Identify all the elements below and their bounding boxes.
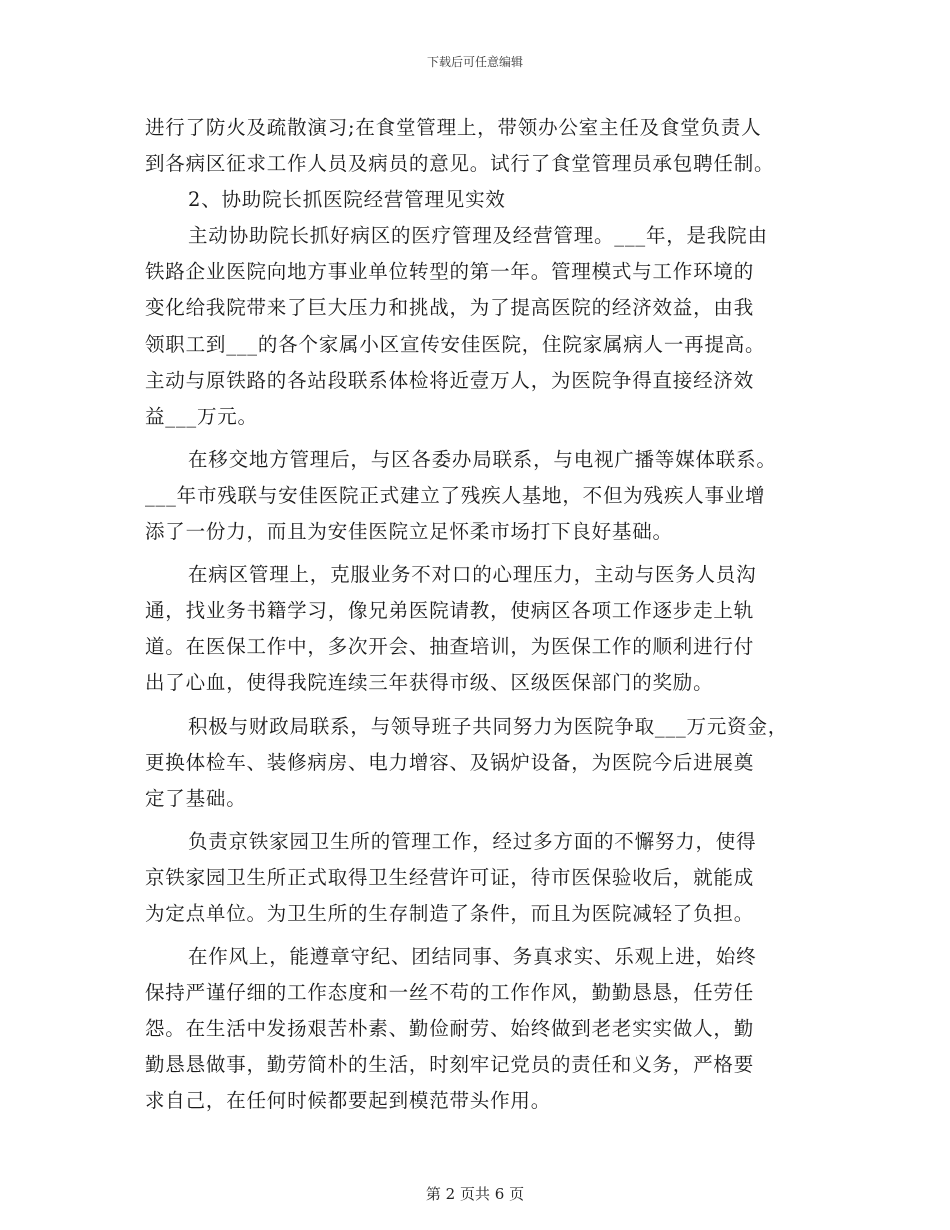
text-line: 进行了防火及疏散演习;在食堂管理上，带领办公室主任及食堂负责人 bbox=[145, 116, 762, 139]
text-line: 在作风上，能遵章守纪、团结同事、务真求实、乐观上进，始终 bbox=[188, 945, 757, 969]
text-line: 到各病区征求工作人员及病员的意见。试行了食堂管理员承包聘任制。 bbox=[145, 152, 775, 176]
text-line: 求自己，在任何时候都要起到模范带头作用。 bbox=[145, 1089, 552, 1113]
text-line: 更换体检车、装修病房、电力增容、及锅炉设备，为医院今后进展奠 bbox=[145, 750, 755, 774]
text-line: 变化给我院带来了巨大压力和挑战，为了提高医院的经济效益，由我 bbox=[145, 296, 755, 320]
text-line: 勤恳恳做事，勤劳简朴的生活，时刻牢记党员的责任和义务，严格要 bbox=[145, 1053, 755, 1077]
text-line: 怨。在生活中发扬艰苦朴素、勤俭耐劳、始终做到老老实实做人，勤 bbox=[145, 1017, 755, 1041]
text-line: 在移交地方管理后，与区各委办局联系，与电视广播等媒体联系。 bbox=[188, 447, 777, 471]
text-line: 为定点单位。为卫生所的生存制造了条件，而且为医院减轻了负担。 bbox=[145, 901, 755, 925]
text-line: 益___万元。 bbox=[145, 404, 258, 428]
page-footer: 第 2 页共 6 页 bbox=[425, 1185, 525, 1203]
text-line: 定了基础。 bbox=[145, 786, 247, 810]
text-line: 铁路企业医院向地方事业单位转型的第一年。管理模式与工作环境的 bbox=[145, 260, 755, 284]
text-line: 添了一份力，而且为安佳医院立足怀柔市场打下良好基础。 bbox=[145, 520, 673, 544]
text-line: 2、协助院长抓医院经营管理见实效 bbox=[188, 188, 506, 212]
document-body bbox=[145, 110, 825, 1120]
text-line: 主动协助院长抓好病区的医疗管理及经营管理。___年，是我院由 bbox=[188, 224, 768, 248]
text-line: 在病区管理上，克服业务不对口的心理压力，主动与医务人员沟 bbox=[188, 563, 757, 587]
text-line: 积极与财政局联系，与领导班子共同努力为医院争取___万元资金， bbox=[188, 714, 789, 738]
text-line: 领职工到___的各个家属小区宣传安佳医院，住院家属病人一再提高。 bbox=[145, 332, 766, 356]
text-line: 主动与原铁路的各站段联系体检将近壹万人，为医院争得直接经济效 bbox=[145, 368, 755, 392]
text-line: 道。在医保工作中，多次开会、抽查培训，为医保工作的顺利进行付 bbox=[145, 635, 755, 659]
text-line: 通，找业务书籍学习，像兄弟医院请教，使病区各项工作逐步走上轨 bbox=[145, 599, 755, 623]
text-line: 负责京铁家园卫生所的管理工作，经过多方面的不懈努力，使得 bbox=[188, 829, 757, 853]
text-line: 京铁家园卫生所正式取得卫生经营许可证，待市医保验收后，就能成 bbox=[145, 865, 755, 889]
text-line: ___年市残联与安佳医院正式建立了残疾人基地，不但为残疾人事业增 bbox=[145, 483, 766, 507]
text-line: 出了心血，使得我院连续三年获得市级、区级医保部门的奖励。 bbox=[145, 671, 714, 695]
page-header: 下载后可任意编辑 bbox=[426, 55, 523, 69]
text-line: 保持严谨仔细的工作态度和一丝不苟的工作作风，勤勤恳恳，任劳任 bbox=[145, 981, 755, 1005]
